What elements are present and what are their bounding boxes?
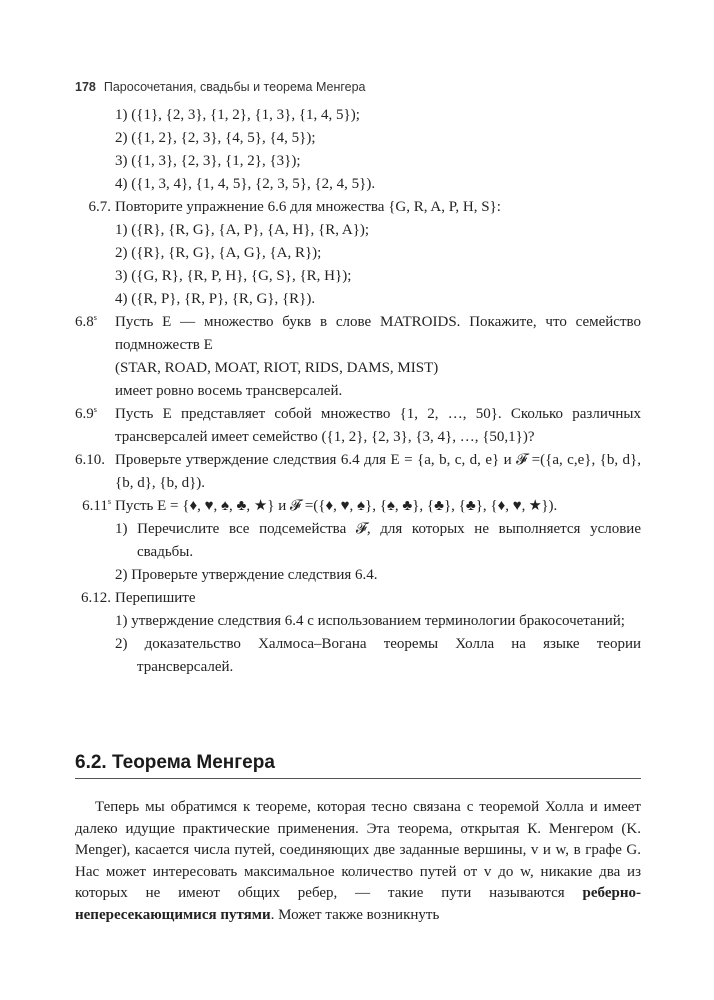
exercise-6-12-item: 1) утверждение следствия 6.4 с использованием терминологии бракосочетаний;: [115, 613, 625, 629]
exercise-6-6-item: 3) ({1, 3}, {2, 3}, {1, 2}, {3});: [115, 153, 301, 169]
page-number: 178: [75, 80, 96, 94]
exercise-6-8-tail: имеет ровно восемь трансверсалей.: [115, 383, 343, 399]
body-paragraph: [75, 797, 641, 926]
exercise-text: Перепишите: [115, 590, 196, 606]
defined-term: реберно-непересекающимися путями: [75, 885, 641, 923]
exercise-6-8-family: (STAR, ROAD, MOAT, RIOT, RIDS, DAMS, MIST): [115, 360, 439, 376]
exercise-number: 6.7.: [88, 199, 111, 215]
exercise-text: Пусть E — множество букв в слове MATROIDS. Покажите, что семейство подмножеств E: [115, 314, 641, 353]
running-header: [75, 80, 366, 94]
exercise-6-7-item: 2) ({R}, {R, G}, {A, G}, {A, R});: [115, 245, 322, 261]
paragraph-text-end: . Может также возникнуть: [270, 906, 440, 923]
exercise-6-12-item: 2) доказательство Халмоса–Вогана теоремы Холла на языке теории трансверсалей.: [115, 636, 641, 675]
exercise-6-7: [75, 196, 641, 219]
exercise-number: 6.8$^s$: [75, 313, 97, 330]
exercise-6-6-item: 1) ({1}, {2, 3}, {1, 2}, {1, 3}, {1, 4, 5});: [115, 107, 360, 123]
exercise-text: Пусть E представляет собой множество {1, 2, …, 50}. Сколько различных трансверсалей имеет семейство ({1, 2}, {2, 3}, {3, 4}, …, {50,1})?: [115, 406, 641, 445]
exercise-6-6-item: 4) ({1, 3, 4}, {1, 4, 5}, {2, 3, 5}, {2, 4, 5}).: [115, 176, 376, 192]
exercise-mark: s: [107, 497, 111, 506]
exercises-block: [75, 104, 641, 679]
exercise-number: 6.11$^s$: [82, 497, 111, 514]
exercise-6-7-item: 4) ({R, P}, {R, P}, {R, G}, {R}).: [115, 291, 316, 307]
exercise-text: Проверьте утверждение следствия 6.4 для E = {a, b, c, d, e} и 𝓕 =({a, c,e}, {b, d}, {b, d}, {b, d}).: [115, 452, 641, 491]
exercise-6-6-item: 2) ({1, 2}, {2, 3}, {4, 5}, {4, 5});: [115, 130, 316, 146]
exercise-6-7-item: 3) ({G, R}, {R, P, H}, {G, S}, {R, H});: [115, 268, 352, 284]
exercise-6-9: [75, 403, 641, 449]
exercise-text: Повторите упражнение 6.6 для множества {G, R, A, P, H, S}:: [115, 199, 501, 215]
exercise-text: Пусть E = {♦, ♥, ♠, ♣, ★} и 𝓕 =({♦, ♥, ♠}, {♠, ♣}, {♣}, {♣}, {♦, ♥, ★}).: [115, 498, 558, 514]
paragraph-text: Теперь мы обратимся к теореме, которая тесно связана с теоремой Холла и имеет далеко идущие практические применения. Эта теорема, открытая К. Менгером (K. Menger), касается числа путей, соединяющих две заданные вершины, v и w, в графе G. Нас может интересовать максимальное количество путей от v до w, никакие два из которых не имеют общих ребер, — такие пути называются: [75, 799, 641, 901]
exercise-number: 6.9$^s$: [75, 405, 97, 422]
section-heading: 6.2. Теорема Менгера: [75, 752, 641, 779]
exercise-6-8: [75, 311, 641, 357]
exercise-number: 6.10.: [75, 452, 105, 468]
exercise-number: 6.12.: [81, 590, 111, 606]
exercise-mark: s: [93, 313, 97, 322]
exercise-mark: s: [93, 405, 97, 414]
exercise-6-10: [75, 449, 641, 495]
exercise-6-12: [75, 587, 641, 610]
exercise-6-11: [75, 495, 641, 518]
exercise-6-11-item: 1) Перечислите все подсемейства 𝓕, для которых не выполняется условие свадьбы.: [115, 521, 641, 560]
exercise-6-7-item: 1) ({R}, {R, G}, {A, P}, {A, H}, {R, A});: [115, 222, 370, 238]
exercise-6-11-item: 2) Проверьте утверждение следствия 6.4.: [115, 567, 378, 583]
running-title: Паросочетания, свадьбы и теорема Менгера: [103, 80, 366, 94]
